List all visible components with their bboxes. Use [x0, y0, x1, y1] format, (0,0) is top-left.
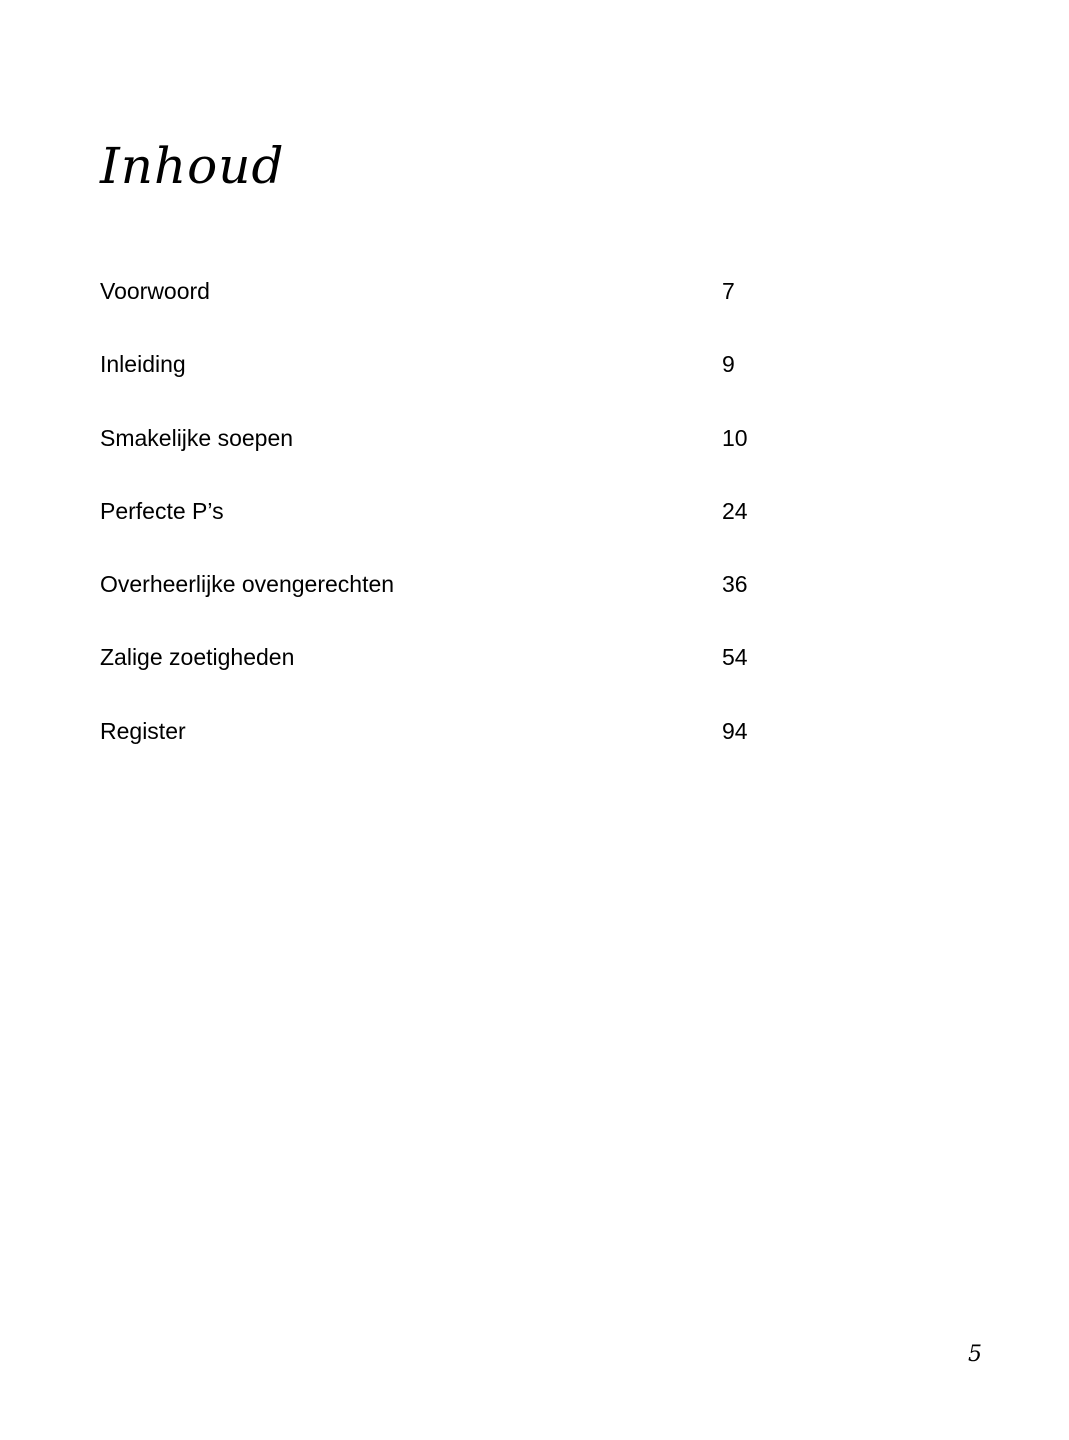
toc-entry-perfecte-ps[interactable]	[100, 495, 800, 568]
page-number: 5	[968, 1342, 982, 1367]
toc-entry-page: 24	[722, 497, 748, 524]
toc-entry-page: 10	[722, 424, 748, 451]
toc-entry-overheerlijke-ovengerechten[interactable]	[100, 568, 800, 641]
toc-entry-voorwoord[interactable]	[100, 275, 800, 348]
toc-entry-inleiding[interactable]	[100, 348, 800, 421]
toc-entry-label: Overheerlijke ovengerechten	[100, 571, 395, 598]
toc-entry-label: Register	[100, 717, 186, 744]
toc-entry-page: 36	[722, 571, 748, 598]
toc-entry-label: Voorwoord	[100, 278, 210, 304]
table-of-contents	[100, 275, 800, 788]
toc-entry-label: Perfecte P’s	[100, 497, 224, 524]
toc-entry-page: 54	[722, 644, 748, 671]
toc-entry-label: Zalige zoetigheden	[100, 644, 295, 671]
toc-entry-page: 9	[722, 351, 735, 378]
toc-entry-label: Inleiding	[100, 351, 186, 378]
toc-entry-page: 7	[722, 278, 735, 304]
toc-entry-label: Smakelijke soepen	[100, 424, 294, 451]
toc-entry-smakelijke-soepen[interactable]	[100, 422, 800, 495]
page-title: Inhoud	[100, 137, 285, 195]
toc-entry-register[interactable]	[100, 715, 800, 788]
toc-entry-page: 94	[722, 717, 748, 744]
toc-entry-zalige-zoetigheden[interactable]	[100, 641, 800, 714]
